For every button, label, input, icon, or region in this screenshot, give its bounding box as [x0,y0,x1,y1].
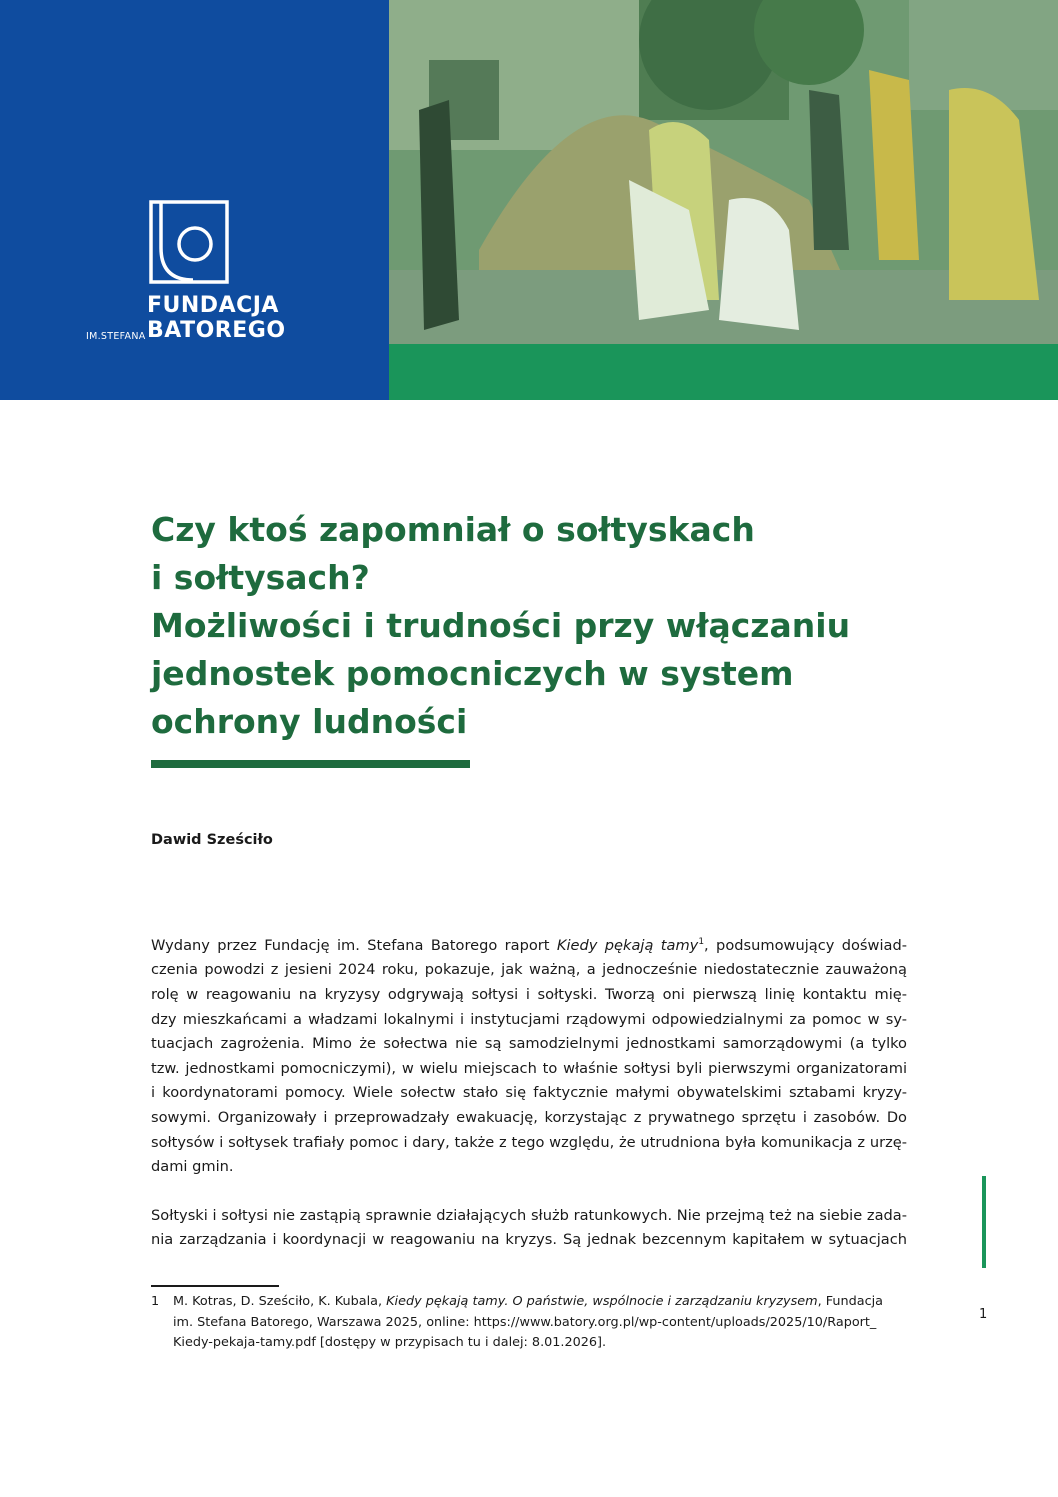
paragraph-line: tzw. jednostkami pomocniczymi), w wielu miejscach to właśnie sołtysi byli pierwszymi organizatorami [151,1059,907,1077]
body-text [151,930,907,1253]
author-name: Dawid Sześciło [151,832,273,848]
footnote-ref[interactable]: 1 [698,937,705,947]
footnote [151,1292,911,1354]
title-underline [151,760,470,768]
footnote-line: Kiedy-pekaja-tamy.pdf [dostępy w przypisach tu i dalej: 8.01.2026]. [173,1335,607,1350]
paragraph-line: tuacjach zagrożenia. Mimo że sołectwa nie są samodzielnymi jednostkami samorządowymi (a tylko [151,1035,907,1053]
text-run: M. Kotras, D. Sześciło, K. Kubala, [173,1294,387,1309]
paragraph-line: Sołtyski i sołtysi nie zastąpią sprawnie działających służb ratunkowych. Nie przejmą też na siebie zada- [151,1206,907,1224]
paragraph-line: dami gmin. [151,1158,234,1176]
title-line: ochrony ludności [151,702,468,741]
footnote-italic-title: Kiedy pękają tamy. O państwie, wspólnocie i zarządzaniu kryzysem [386,1294,818,1309]
logo-text-batorego: BATOREGO [147,318,286,343]
text-run: Wydany przez Fundację im. Stefana Batorego raport [151,936,557,954]
paragraph-line: i koordynatorami pomocy. Wiele sołectw stało się faktycznie małymi obywatelskimi sztabami kryzy- [151,1084,907,1102]
side-accent-bar [982,1176,986,1268]
paragraph-line: nia zarządzania i koordynacji w reagowaniu na kryzys. Są jednak bezcennym kapitałem w sytuacjach [151,1231,907,1249]
title-line: jednostek pomocniczych w system [151,654,794,693]
paragraph-line: czenia powodzi z jesieni 2024 roku, pokazuje, jak ważną, a jednocześnie niedostatecznie zauważoną [151,961,907,979]
page-title [151,506,911,746]
paragraph-gap [151,1180,907,1204]
title-line: Czy ktoś zapomniał o sołtyskach [151,510,755,549]
footnote-line [151,1292,911,1313]
logo-icon [149,200,229,284]
text-run: , podsumowujący doświad- [704,936,907,954]
page-number: 1 [979,1307,988,1322]
header-photo [389,0,1058,344]
logo-small-text: IM.STEFANA [86,331,146,342]
report-title-italic: Kiedy pękają tamy [556,936,699,954]
header-green-band [389,344,1058,400]
paragraph-line: dzy mieszkańcami a władzami lokalnymi i instytucjami rządowymi odpowiedzialnymi za pomoc w sy- [151,1010,907,1028]
title-line: Możliwości i trudności przy włączaniu [151,606,851,645]
flood-response-photo-illustration [389,0,1058,344]
title-line: i sołtysach? [151,558,370,597]
footnote-separator [151,1285,279,1287]
paragraph-line: rolę w reagowaniu na kryzysy odgrywają sołtysi i sołtyski. Tworzą oni pierwszą linię kontaktu mię- [151,986,907,1004]
text-run: , Fundacja [817,1294,884,1309]
paragraph-line [151,930,907,958]
paragraph-line: sowymi. Organizowały i przeprowadzały ewakuację, korzystając z prywatnego sprzętu i zasobów. Do [151,1109,907,1127]
paragraph-line: sołtysów i sołtysek trafiały pomoc i dary, także z tego względu, że utrudniona była komunikacja z urzę- [151,1133,907,1151]
footnote-line[interactable]: im. Stefana Batorego, Warszawa 2025, online: https://www.batory.org.pl/wp-content/uploads/2025/10/Raport_ [173,1314,877,1330]
footnote-number: 1 [151,1294,160,1309]
logo-text-fundacja: FUNDACJA [147,293,279,318]
